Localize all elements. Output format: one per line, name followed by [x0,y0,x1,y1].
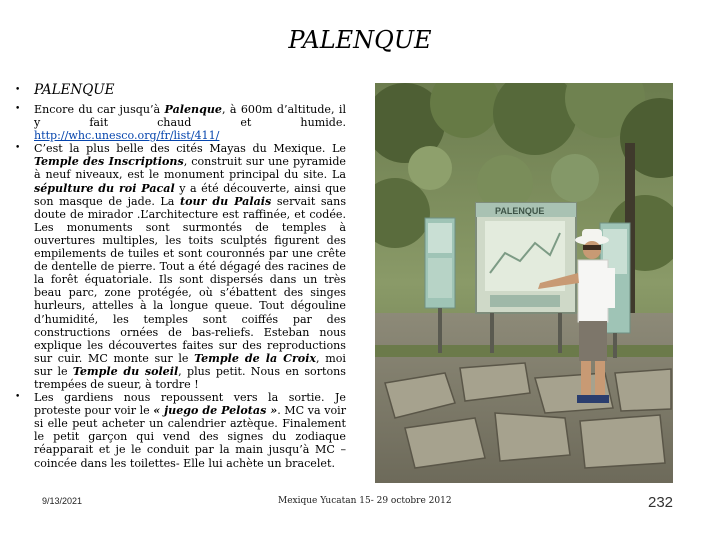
bullet-marker: • [15,104,21,114]
footer-date: 9/13/2021 [42,496,83,506]
place-name: Palenque [164,103,222,116]
emphasis-text: Temple de la Croix [194,351,317,365]
sign-title: PALENQUE [495,206,545,216]
bullet-text: , construit sur une pyramide à neuf niveaux, est le monument principal du site. La [34,155,346,182]
bullet-text: y a été découverte, ainsi que son masque de jade. La [34,181,346,208]
bullet-text: PALENQUE [34,82,115,98]
bullet-marker: • [15,143,21,154]
bullet-text: , moi sur le [34,351,346,378]
bullet-marker: • [15,85,21,95]
emphasis-text: tour du Palais [180,194,272,208]
footer-caption: Mexique Yucatan 15- 29 octobre 2012 [278,496,452,506]
emphasis-text: sépulture du roi Pacal [34,181,175,195]
bullet-text: servait sans doute de mirador .L’architecture est raffinée, et codée. Les monuments sont surmontés de temples à ouvertures multiples, les toits sculptés figurent des empilements de tuiles et sont couronnés par une crête de dentelle de pierre. Tout a été dégagé des racines de la forêt équatoriale. Ils sont dispersés dans un très beau parc, zone protégée, où s’ébattent des singes hurleurs, attelles à la longue queue. Tout dégouline d’humidité, les temples sont coiffés par des constructions ornées de bas-reliefs. Esteban nous explique les découvertes faites sur des reproductions sur cuir. MC monte sur le [34,194,347,365]
emphasis-text: Temple du soleil [72,364,179,378]
bullet-text: . MC va voir si elle peut acheter un calendrier aztèque. Finalement le petit garçon qui vend des signes du zodiaque réapparait et je le conduit par la main jusqu’à MC – coincée dans les toilettes- Elle lui achète un bracelet. [34,404,346,470]
page-number: 232 [648,494,674,511]
emphasis-text: « juego de Pelotas » [153,404,278,418]
slide-content [14,82,346,470]
bullet-text: , à 600m d’altitude, il y fait chaud et humide. [34,103,346,130]
bullet-text: Encore du car jusqu’à [34,103,165,116]
emphasis-text: Temple des Inscriptions [34,155,184,169]
bullet-text: , plus petit. Nous en sortons trempées de sueur, à tordre ! [34,364,347,391]
unesco-link[interactable]: http://whc.unesco.org/fr/list/411/ [34,129,220,143]
bullet-item [14,103,346,142]
bullet-text: C’est la plus belle des cités Mayas du Mexique. Le [34,142,346,156]
bullet-item [14,142,346,391]
slide-title: PALENQUE [288,26,432,54]
bullet-item [14,82,346,98]
palenque-photo [375,83,673,483]
bullet-text: Les gardiens nous repoussent vers la sortie. Je proteste pour voir le [34,391,346,418]
bullet-marker: • [15,392,21,403]
bullet-item [14,391,346,470]
